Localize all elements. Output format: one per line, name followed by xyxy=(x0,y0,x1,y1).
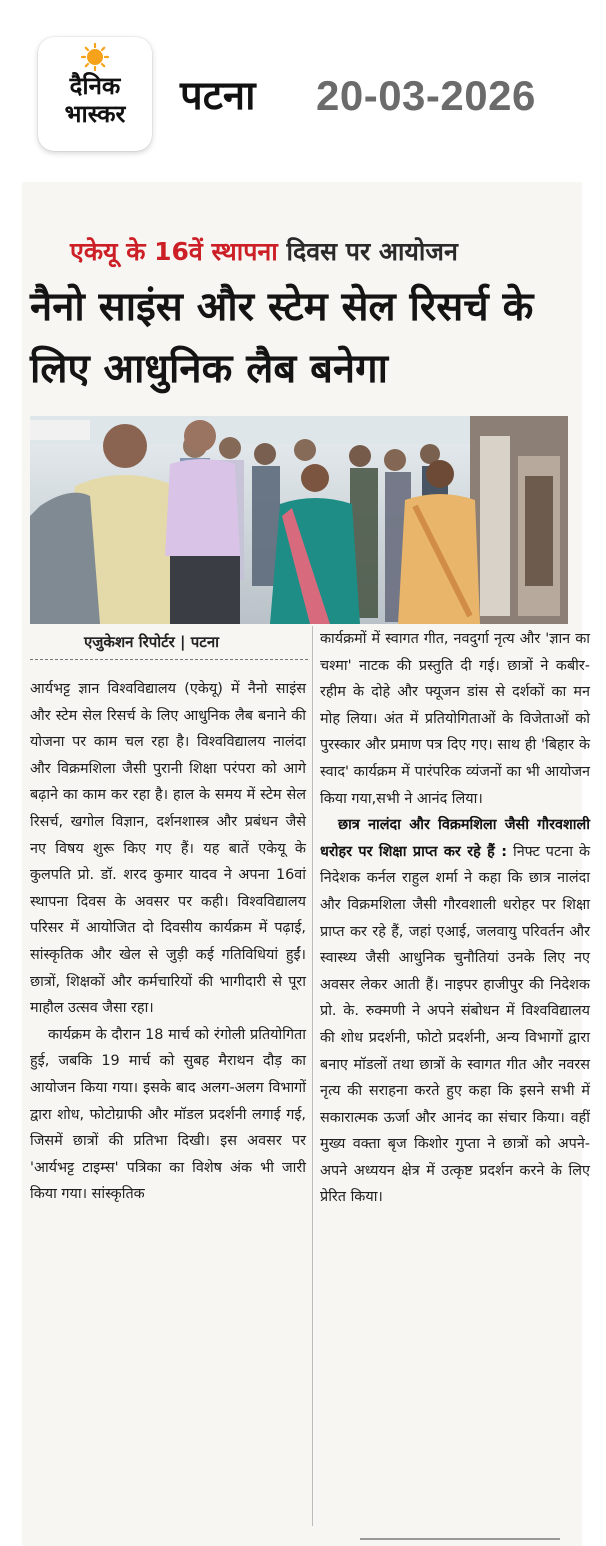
article-subheading: छात्र नालंदा और विक्रमशिला जैसी गौरवशाली धरोहर पर शिक्षा प्राप्त कर रहे हैं : xyxy=(320,817,590,860)
event-photo-illustration xyxy=(30,416,568,624)
article-byline: एजुकेशन रिपोर्टर | पटना xyxy=(84,633,220,651)
dainik-bhaskar-logo[interactable] xyxy=(38,37,152,151)
edition-date: 20-03-2026 xyxy=(316,72,536,119)
event-photo xyxy=(30,416,568,624)
article-kicker xyxy=(70,232,550,272)
byline-divider xyxy=(30,659,308,660)
kicker-rest: दिवस पर आयोजन xyxy=(286,237,458,266)
left-paragraph-2: कार्यक्रम के दौरान 18 मार्च को रंगोली प्रतियोगिता हुई, जबकि 19 मार्च को सुबह मैराथन दौड़ का आयोजन किया गया। इसके बाद अलग-अलग विभागों द्वारा शोध, फोटोग्राफी और मॉडल प्रदर्शनी लगाई गई, जिसमें छात्रों की प्रतिभा दिखी। इस अवसर पर 'आर्यभट्ट टाइम्स' पत्रिका का विशेष अंक भी जारी किया गया। सांस्कृतिक xyxy=(30,1026,306,1203)
article-headline: नैनो साइंस और स्टेम सेल रिसर्च के लिए आधुनिक लैब बनेगा xyxy=(30,284,534,392)
masthead xyxy=(0,0,606,175)
right-paragraph-2 xyxy=(320,812,590,1211)
left-paragraph-1: आर्यभट्ट ज्ञान विश्वविद्यालय (एकेयू) में नैनो साइंस और स्टेम सेल रिसर्च के लिए आधुनिक लैब बनाने की योजना पर काम चल रहा है। विश्वविद्यालय नालंदा और विक्रमशिला जैसी पुरानी शिक्षा परंपरा को आगे बढ़ाने का काम कर रहा है। हाल के समय में स्टेम सेल रिसर्च, खगोल विज्ञान, दर्शनशास्त्र और प्रबंधन जैसे नए विषय शुरू किए गए हैं। यह बातें एकेयू के कुलपति प्रो. डॉ. शरद कुमार यादव ने अपना 16वां स्थापना दिवस के अवसर पर कही। विश्वविद्यालय परिसर में आयोजित दो दिवसीय कार्यक्रम में पढ़ाई, सांस्कृतिक और खेल से जुड़ी कई गतिविधियां हुईं। छात्रों, शिक्षकों और कर्मचारियों की भागीदारी से पूरा माहौल उत्सव जैसा रहा। xyxy=(30,681,306,1017)
clipping-bottom-rule xyxy=(360,1538,560,1540)
right-paragraph-1: कार्यक्रमों में स्वागत गीत, नवदुर्गा नृत्य और 'ज्ञान का चश्मा' नाटक की प्रस्तुति दी गई। छात्रों ने कबीर-रहीम के दोहे और फ्यूजन डांस से दर्शकों का मन मोह लिया। अंत में प्रतियोगिताओं के विजेताओं को पुरस्कार और प्रमाण पत्र दिए गए। साथ ही 'बिहार के स्वाद' कार्यक्रम में पारंपरिक व्यंजनों का भी आयोजन किया गया,सभी ने आनंद लिया। xyxy=(320,631,590,807)
column-divider xyxy=(312,626,313,1526)
logo-text-line1: दैनिक xyxy=(69,72,121,100)
kicker-highlight: एकेयू के 16वें स्थापना xyxy=(70,237,278,266)
sun-icon xyxy=(81,43,109,71)
right-paragraph-2-text: निफ्ट पटना के निदेशक कर्नल राहुल शर्मा ने कहा कि छात्र नालंदा और विक्रमशिला जैसी गौरवशाली धरोहर पर शिक्षा प्राप्त कर रहे हैं, जहां एआई, जलवायु परिवर्तन और स्वास्थ्य जैसी आधुनिक चुनौतियां उनके लिए नए अवसर लेकर आती हैं। नाइपर हाजीपुर की निदेशक प्रो. के. रुक्मणी ने अपने संबोधन में विश्वविद्यालय की शोध प्रदर्शनी, फोटो प्रदर्शनी, अन्य विभागों द्वारा बनाए मॉडलों तथा छात्रों के स्वागत गीत और नवरस नृत्य की सराहना करते हुए कहा कि इसने सभी में सकारात्मक ऊर्जा और आनंद का संचार किया। वहीं मुख्य वक्ता बृज किशोर गुप्ता ने छात्रों को अपने-अपने अध्ययन क्षेत्र में उत्कृष्ट प्रदर्शन करने के लिए प्रेरित किया। xyxy=(320,843,590,1206)
article-column-left xyxy=(30,676,306,1208)
article-column-right xyxy=(320,626,590,1211)
edition-city: पटना xyxy=(180,73,256,119)
logo-text-line2: भास्कर xyxy=(64,100,126,128)
